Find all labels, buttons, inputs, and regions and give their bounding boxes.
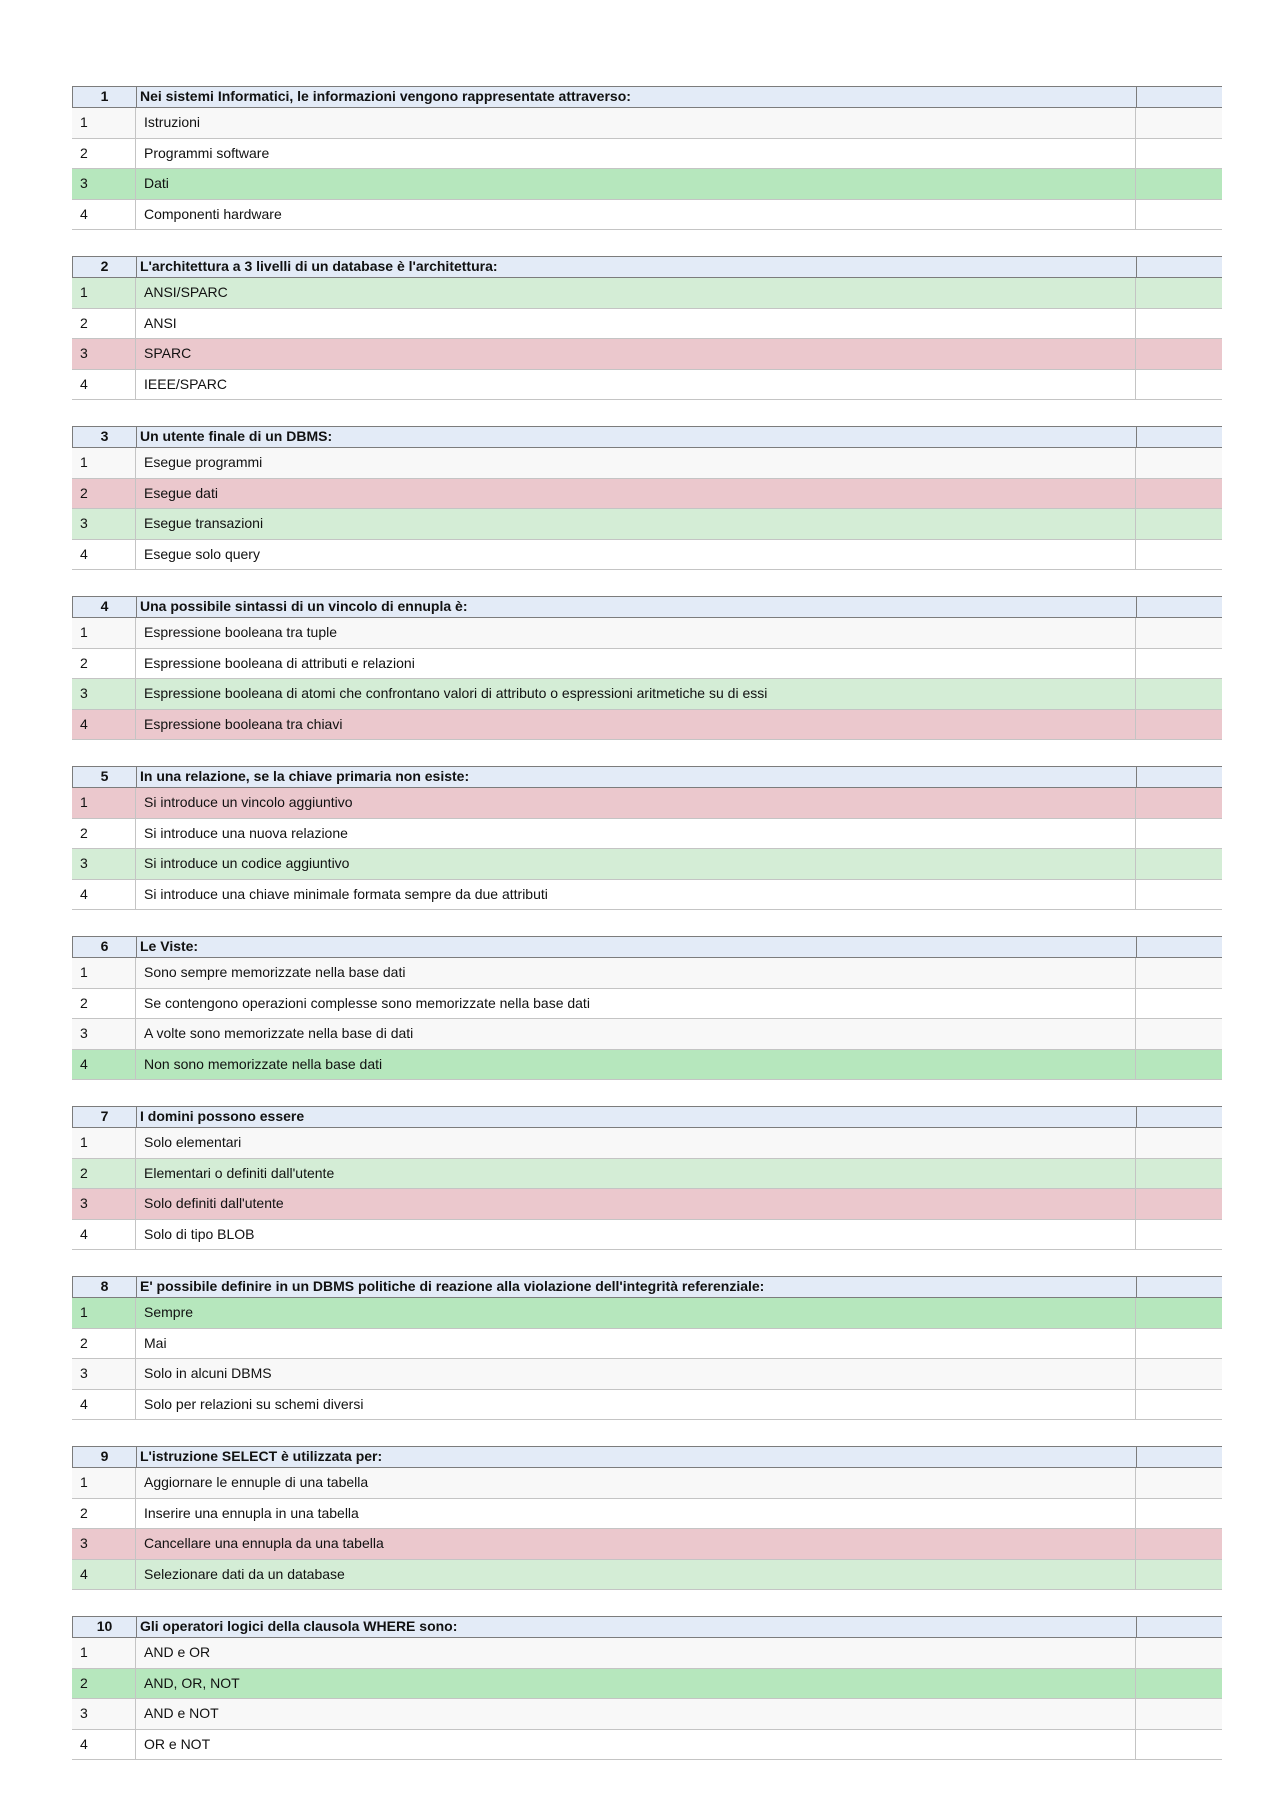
answer-extra-cell — [1136, 1669, 1222, 1699]
answer-extra-cell — [1136, 1529, 1222, 1559]
answer-number: 4 — [72, 1220, 136, 1250]
answer-text: Cancellare una ennupla da una tabella — [136, 1529, 1136, 1559]
answer-row — [72, 1730, 1222, 1761]
answer-number: 4 — [72, 1050, 136, 1080]
question-text: I domini possono essere — [137, 1107, 1137, 1127]
question-header — [72, 766, 1222, 788]
answer-row — [72, 1329, 1222, 1360]
answer-number: 1 — [72, 1468, 136, 1498]
answer-extra-cell — [1136, 618, 1222, 648]
answer-row — [72, 200, 1222, 231]
answer-extra-cell — [1136, 788, 1222, 818]
answer-number: 2 — [72, 1329, 136, 1359]
answer-extra-cell — [1136, 1699, 1222, 1729]
question-text: Gli operatori logici della clausola WHERE sono: — [137, 1617, 1137, 1637]
answer-extra-cell — [1136, 1128, 1222, 1158]
answer-text: Dati — [136, 169, 1136, 199]
answer-number: 2 — [72, 139, 136, 169]
question-table — [72, 1276, 1222, 1420]
question-extra-cell — [1137, 1617, 1222, 1637]
question-table — [72, 86, 1222, 230]
answer-number: 4 — [72, 710, 136, 740]
answer-text: Espressione booleana tra tuple — [136, 618, 1136, 648]
answer-text: ANSI — [136, 309, 1136, 339]
answer-extra-cell — [1136, 1359, 1222, 1389]
answer-number: 4 — [72, 880, 136, 910]
answer-extra-cell — [1136, 108, 1222, 138]
answer-number: 2 — [72, 309, 136, 339]
answer-number: 3 — [72, 1699, 136, 1729]
question-text: E' possibile definire in un DBMS politiche di reazione alla violazione dell'integrità referenziale: — [137, 1277, 1137, 1297]
answer-number: 1 — [72, 788, 136, 818]
answer-number: 2 — [72, 1159, 136, 1189]
answer-row — [72, 1019, 1222, 1050]
answer-extra-cell — [1136, 200, 1222, 230]
answer-number: 1 — [72, 108, 136, 138]
answer-number: 4 — [72, 540, 136, 570]
question-header — [72, 1106, 1222, 1128]
answer-extra-cell — [1136, 169, 1222, 199]
answer-text: Esegue dati — [136, 479, 1136, 509]
question-extra-cell — [1137, 427, 1222, 447]
question-header — [72, 1446, 1222, 1468]
answer-number: 2 — [72, 1669, 136, 1699]
answer-extra-cell — [1136, 1050, 1222, 1080]
answer-number: 3 — [72, 1529, 136, 1559]
answer-row — [72, 370, 1222, 401]
answer-text: Esegue transazioni — [136, 509, 1136, 539]
answer-extra-cell — [1136, 1560, 1222, 1590]
answer-text: Espressione booleana tra chiavi — [136, 710, 1136, 740]
answer-text: Inserire una ennupla in una tabella — [136, 1499, 1136, 1529]
question-header — [72, 86, 1222, 108]
answer-text: OR e NOT — [136, 1730, 1136, 1760]
answer-text: SPARC — [136, 339, 1136, 369]
question-number: 6 — [73, 937, 137, 957]
answer-row — [72, 108, 1222, 139]
answer-text: Sono sempre memorizzate nella base dati — [136, 958, 1136, 988]
answer-row — [72, 139, 1222, 170]
answer-row — [72, 339, 1222, 370]
answer-text: AND, OR, NOT — [136, 1669, 1136, 1699]
question-number: 3 — [73, 427, 137, 447]
answer-row — [72, 1359, 1222, 1390]
answer-row — [72, 1189, 1222, 1220]
answer-row — [72, 540, 1222, 571]
answer-row — [72, 1499, 1222, 1530]
answer-number: 1 — [72, 448, 136, 478]
question-extra-cell — [1137, 597, 1222, 617]
answer-text: Elementari o definiti dall'utente — [136, 1159, 1136, 1189]
answer-extra-cell — [1136, 819, 1222, 849]
answer-text: Si introduce un vincolo aggiuntivo — [136, 788, 1136, 818]
answer-row — [72, 1638, 1222, 1669]
answer-text: Mai — [136, 1329, 1136, 1359]
answer-extra-cell — [1136, 1220, 1222, 1250]
question-header — [72, 426, 1222, 448]
answer-text: Espressione booleana di attributi e relazioni — [136, 649, 1136, 679]
answer-number: 4 — [72, 1560, 136, 1590]
answer-extra-cell — [1136, 1499, 1222, 1529]
question-header — [72, 596, 1222, 618]
answer-extra-cell — [1136, 139, 1222, 169]
answer-row — [72, 1529, 1222, 1560]
question-extra-cell — [1137, 1447, 1222, 1467]
answer-extra-cell — [1136, 649, 1222, 679]
answer-text: AND e OR — [136, 1638, 1136, 1668]
answer-text: Solo elementari — [136, 1128, 1136, 1158]
answer-extra-cell — [1136, 479, 1222, 509]
answer-number: 1 — [72, 1298, 136, 1328]
question-text: Nei sistemi Informatici, le informazioni vengono rappresentate attraverso: — [137, 87, 1137, 107]
answer-number: 3 — [72, 679, 136, 709]
question-table — [72, 936, 1222, 1080]
answer-row — [72, 1298, 1222, 1329]
answer-extra-cell — [1136, 989, 1222, 1019]
answer-number: 2 — [72, 989, 136, 1019]
answer-extra-cell — [1136, 1159, 1222, 1189]
answer-number: 3 — [72, 1189, 136, 1219]
answer-row — [72, 1128, 1222, 1159]
answer-number: 1 — [72, 958, 136, 988]
answer-row — [72, 1669, 1222, 1700]
answer-row — [72, 618, 1222, 649]
answer-text: Espressione booleana di atomi che confrontano valori di attributo o espressioni aritmetiche su di essi — [136, 679, 1136, 709]
question-number: 8 — [73, 1277, 137, 1297]
question-extra-cell — [1137, 1277, 1222, 1297]
answer-number: 2 — [72, 1499, 136, 1529]
answer-number: 3 — [72, 169, 136, 199]
question-number: 2 — [73, 257, 137, 277]
answer-number: 2 — [72, 819, 136, 849]
question-number: 7 — [73, 1107, 137, 1127]
answer-row — [72, 1159, 1222, 1190]
answer-text: Si introduce un codice aggiuntivo — [136, 849, 1136, 879]
answer-row — [72, 509, 1222, 540]
answer-text: Aggiornare le ennuple di una tabella — [136, 1468, 1136, 1498]
answer-text: Solo in alcuni DBMS — [136, 1359, 1136, 1389]
answer-extra-cell — [1136, 509, 1222, 539]
answer-number: 4 — [72, 1390, 136, 1420]
answer-text: AND e NOT — [136, 1699, 1136, 1729]
answer-row — [72, 819, 1222, 850]
answer-text: Esegue solo query — [136, 540, 1136, 570]
question-text: Le Viste: — [137, 937, 1137, 957]
answer-row — [72, 1468, 1222, 1499]
answer-number: 3 — [72, 1359, 136, 1389]
question-extra-cell — [1137, 87, 1222, 107]
question-number: 10 — [73, 1617, 137, 1637]
answer-text: Solo per relazioni su schemi diversi — [136, 1390, 1136, 1420]
answer-text: IEEE/SPARC — [136, 370, 1136, 400]
question-extra-cell — [1137, 937, 1222, 957]
question-header — [72, 936, 1222, 958]
answer-text: Esegue programmi — [136, 448, 1136, 478]
answer-number: 1 — [72, 1128, 136, 1158]
answer-extra-cell — [1136, 1730, 1222, 1760]
answer-row — [72, 679, 1222, 710]
answer-text: Selezionare dati da un database — [136, 1560, 1136, 1590]
question-number: 1 — [73, 87, 137, 107]
answer-row — [72, 448, 1222, 479]
answer-extra-cell — [1136, 540, 1222, 570]
question-number: 9 — [73, 1447, 137, 1467]
question-text: In una relazione, se la chiave primaria non esiste: — [137, 767, 1137, 787]
answer-row — [72, 479, 1222, 510]
answer-extra-cell — [1136, 278, 1222, 308]
answer-number: 4 — [72, 1730, 136, 1760]
question-header — [72, 256, 1222, 278]
answer-row — [72, 278, 1222, 309]
answer-row — [72, 1220, 1222, 1251]
question-text: L'architettura a 3 livelli di un database è l'architettura: — [137, 257, 1137, 277]
quiz-document — [72, 86, 1222, 1786]
question-table — [72, 1106, 1222, 1250]
question-header — [72, 1276, 1222, 1298]
question-extra-cell — [1137, 767, 1222, 787]
answer-row — [72, 1560, 1222, 1591]
answer-extra-cell — [1136, 710, 1222, 740]
answer-extra-cell — [1136, 849, 1222, 879]
answer-extra-cell — [1136, 339, 1222, 369]
answer-text: ANSI/SPARC — [136, 278, 1136, 308]
answer-text: Sempre — [136, 1298, 1136, 1328]
answer-extra-cell — [1136, 309, 1222, 339]
answer-row — [72, 710, 1222, 741]
answer-number: 1 — [72, 278, 136, 308]
answer-extra-cell — [1136, 1189, 1222, 1219]
answer-number: 2 — [72, 649, 136, 679]
answer-extra-cell — [1136, 679, 1222, 709]
answer-row — [72, 1390, 1222, 1421]
question-extra-cell — [1137, 1107, 1222, 1127]
answer-number: 3 — [72, 339, 136, 369]
answer-extra-cell — [1136, 448, 1222, 478]
answer-text: A volte sono memorizzate nella base di dati — [136, 1019, 1136, 1049]
answer-extra-cell — [1136, 958, 1222, 988]
question-table — [72, 766, 1222, 910]
answer-extra-cell — [1136, 1298, 1222, 1328]
answer-extra-cell — [1136, 1329, 1222, 1359]
answer-extra-cell — [1136, 1638, 1222, 1668]
question-number: 4 — [73, 597, 137, 617]
answer-number: 3 — [72, 509, 136, 539]
question-extra-cell — [1137, 257, 1222, 277]
answer-row — [72, 849, 1222, 880]
answer-text: Componenti hardware — [136, 200, 1136, 230]
answer-text: Solo definiti dall'utente — [136, 1189, 1136, 1219]
answer-text: Solo di tipo BLOB — [136, 1220, 1136, 1250]
answer-row — [72, 989, 1222, 1020]
answer-row — [72, 169, 1222, 200]
answer-row — [72, 649, 1222, 680]
answer-text: Programmi software — [136, 139, 1136, 169]
answer-extra-cell — [1136, 370, 1222, 400]
answer-text: Istruzioni — [136, 108, 1136, 138]
answer-number: 1 — [72, 618, 136, 648]
question-table — [72, 596, 1222, 740]
answer-number: 3 — [72, 849, 136, 879]
answer-extra-cell — [1136, 1019, 1222, 1049]
answer-extra-cell — [1136, 1390, 1222, 1420]
question-table — [72, 426, 1222, 570]
question-number: 5 — [73, 767, 137, 787]
question-text: Una possibile sintassi di un vincolo di ennupla è: — [137, 597, 1137, 617]
answer-extra-cell — [1136, 880, 1222, 910]
question-header — [72, 1616, 1222, 1638]
answer-text: Non sono memorizzate nella base dati — [136, 1050, 1136, 1080]
answer-text: Si introduce una chiave minimale formata sempre da due attributi — [136, 880, 1136, 910]
answer-row — [72, 788, 1222, 819]
question-table — [72, 1446, 1222, 1590]
answer-number: 4 — [72, 200, 136, 230]
question-table — [72, 1616, 1222, 1760]
answer-row — [72, 1699, 1222, 1730]
answer-number: 3 — [72, 1019, 136, 1049]
answer-text: Si introduce una nuova relazione — [136, 819, 1136, 849]
answer-number: 1 — [72, 1638, 136, 1668]
answer-row — [72, 958, 1222, 989]
question-text: L'istruzione SELECT è utilizzata per: — [137, 1447, 1137, 1467]
question-table — [72, 256, 1222, 400]
answer-row — [72, 309, 1222, 340]
question-text: Un utente finale di un DBMS: — [137, 427, 1137, 447]
answer-row — [72, 1050, 1222, 1081]
answer-text: Se contengono operazioni complesse sono memorizzate nella base dati — [136, 989, 1136, 1019]
answer-number: 2 — [72, 479, 136, 509]
answer-number: 4 — [72, 370, 136, 400]
answer-extra-cell — [1136, 1468, 1222, 1498]
answer-row — [72, 880, 1222, 911]
